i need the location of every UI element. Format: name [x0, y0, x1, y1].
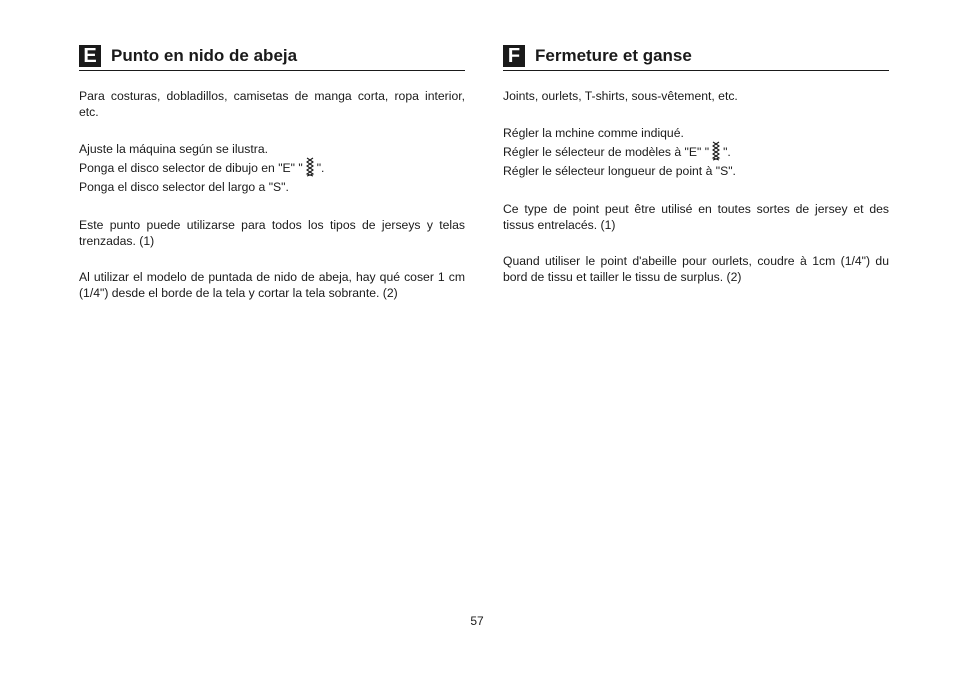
language-badge-e: E: [79, 45, 101, 67]
setup-line-2-french: [503, 143, 889, 162]
section-french: [503, 44, 889, 285]
section-title-spanish: Punto en nido de abeja: [111, 45, 298, 65]
setup-line-2-end-spanish: ".: [316, 161, 325, 175]
intro-paragraph-spanish: Para costuras, dobladillos, camisetas de manga corta, ropa interior, etc.: [79, 89, 465, 119]
section-title-french: Fermeture et ganse: [535, 45, 692, 65]
setup-line-2-end-french: ".: [723, 145, 731, 159]
setup-line-2-spanish: [79, 159, 465, 178]
page-number: 57: [470, 614, 484, 628]
intro-paragraph-french: Joints, ourlets, T-shirts, sous-vêtement, etc.: [503, 89, 738, 103]
honeycomb-stitch-icon: [711, 141, 721, 161]
setup-line-2-text-french: Régler le sélecteur de modèles à "E" ": [503, 145, 710, 159]
honeycomb-stitch-icon: [305, 157, 315, 177]
section-spanish: [79, 44, 465, 301]
setup-block-french: [503, 124, 889, 181]
section-header-french: [503, 44, 889, 71]
section-header-spanish: [79, 44, 465, 71]
language-badge-f: F: [503, 45, 525, 67]
setup-line-3-spanish: Ponga el disco selector del largo a "S".: [79, 180, 289, 194]
setup-line-1-french: Régler la mchine comme indiqué.: [503, 126, 684, 140]
tip-paragraph-french: Quand utiliser le point d'abeille pour ourlets, coudre à 1cm (1/4") du bord de tissu et tailler le tissu de surplus. (2): [503, 254, 889, 284]
usage-paragraph-french: Ce type de point peut être utilisé en toutes sortes de jersey et des tissus entrelacés. (1): [503, 202, 889, 232]
setup-block-spanish: [79, 140, 465, 197]
setup-line-2-text-spanish: Ponga el disco selector de dibujo en "E" ": [79, 161, 303, 175]
setup-line-3-french: Régler le sélecteur longueur de point à "S".: [503, 164, 736, 178]
usage-paragraph-spanish: Este punto puede utilizarse para todos los tipos de jerseys y telas trenzadas. (1): [79, 218, 465, 248]
setup-line-1-spanish: Ajuste la máquina según se ilustra.: [79, 142, 269, 156]
tip-paragraph-spanish: Al utilizar el modelo de puntada de nido de abeja, hay qué coser 1 cm (1/4") desde el borde de la tela y cortar la tela sobrante. (2): [79, 270, 465, 300]
